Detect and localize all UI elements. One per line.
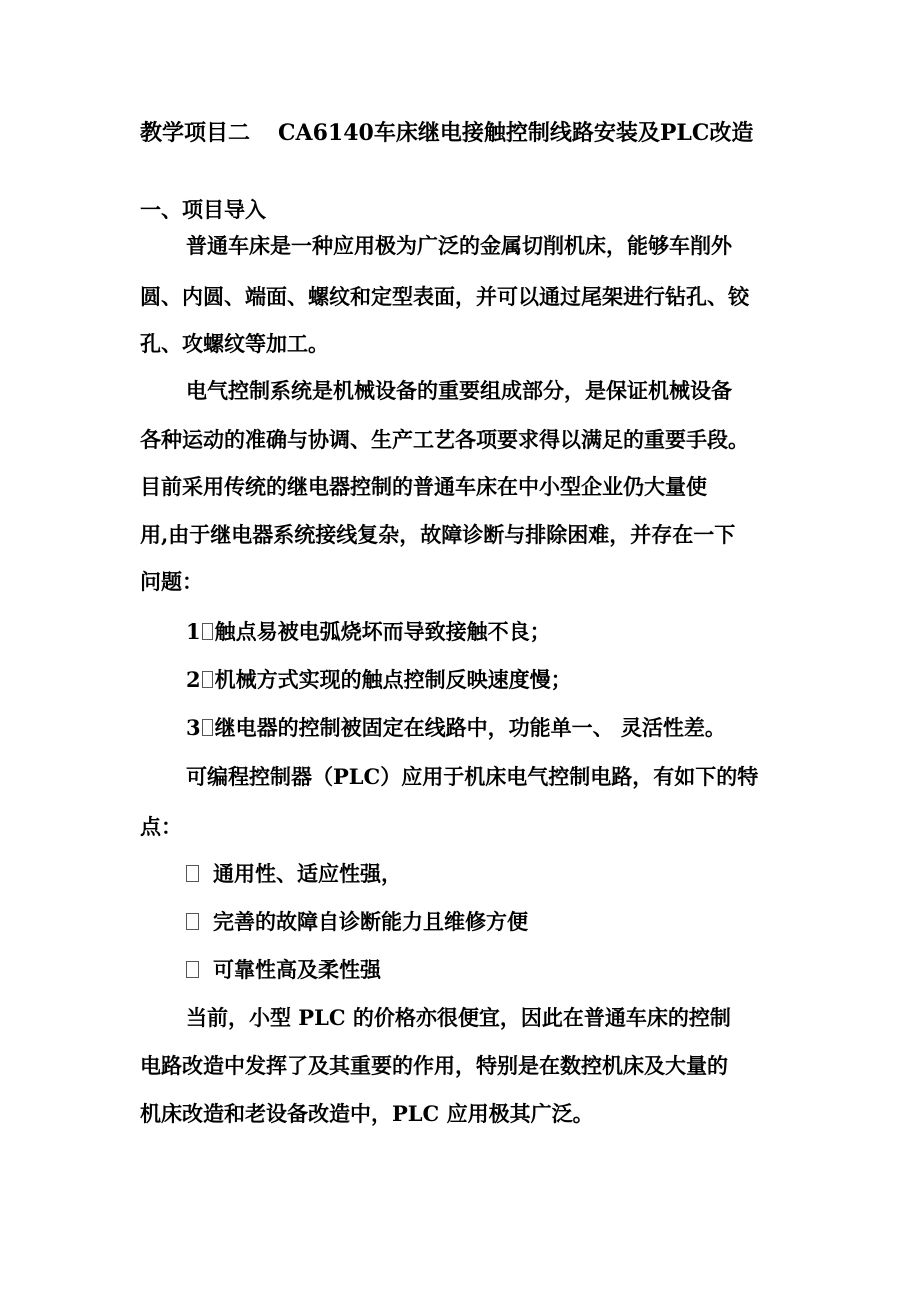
paragraph2-line: 目前采用传统的继电器控制的普通车床在中小型企业仍大量使	[140, 474, 707, 499]
item-text: 触点易被电弧烧坏而导致接触不良；	[214, 619, 551, 644]
bullet-item	[186, 859, 402, 889]
bullet-text: 通用性、适应性强，	[213, 861, 402, 886]
item-text: 机械方式实现的触点控制反映速度慢；	[214, 667, 572, 692]
section-heading: 一、项目导入	[140, 197, 266, 222]
paragraph4-line: 机床改造和老设备改造中，PLC 应用极其广泛。	[140, 1101, 594, 1126]
bullet-text: 可靠性高及柔性强	[213, 957, 381, 982]
numbered-item	[186, 617, 551, 647]
paragraph2-line: 电气控制系统是机械设备的重要组成部分，是保证机械设备	[186, 378, 732, 403]
bullet-box-icon	[186, 865, 199, 882]
bullet-item	[186, 955, 381, 985]
numbered-item	[186, 713, 726, 743]
bullet-text: 完善的故障自诊断能力且维修方便	[213, 909, 528, 934]
item-number: 3	[186, 715, 201, 740]
paragraph2-line: 用,由于继电器系统接线复杂，故障诊断与排除困难，并存在一下	[140, 522, 736, 547]
paragraph1-line: 普通车床是一种应用极为广泛的金属切削机床，能够车削外	[186, 233, 732, 258]
paragraph1-line: 圆、内圆、端面、螺纹和定型表面，并可以通过尾架进行钻孔、铰	[140, 284, 749, 309]
document-title	[140, 116, 753, 147]
paragraph4-line: 当前，小型 PLC 的价格亦很便宜，因此在普通车床的控制	[186, 1005, 731, 1030]
item-number: 1	[186, 619, 201, 644]
bullet-box-icon	[186, 913, 199, 930]
bullet-item	[186, 907, 528, 937]
paragraph2-line: 问题：	[140, 569, 203, 594]
item-number: 2	[186, 667, 201, 692]
paragraph1-line: 孔、攻螺纹等加工。	[140, 331, 329, 356]
title-project-label: 教学项目二	[140, 120, 251, 146]
missing-glyph-box-icon	[202, 719, 213, 736]
title-project-name: CA6140车床继电接触控制线路安装及PLC改造	[278, 120, 754, 146]
paragraph3-line: 可编程控制器（PLC）应用于机床电气控制电路，有如下的特	[186, 764, 759, 789]
bullet-box-icon	[186, 961, 199, 978]
item-text: 继电器的控制被固定在线路中，功能单一、 灵活性差。	[214, 715, 726, 740]
paragraph3-line: 点：	[140, 814, 182, 839]
numbered-item	[186, 665, 572, 695]
paragraph4-line: 电路改造中发挥了及其重要的作用，特别是在数控机床及大量的	[140, 1053, 728, 1078]
paragraph2-line: 各种运动的准确与协调、生产工艺各项要求得以满足的重要手段。	[140, 427, 749, 452]
missing-glyph-box-icon	[202, 671, 213, 688]
missing-glyph-box-icon	[202, 623, 213, 640]
